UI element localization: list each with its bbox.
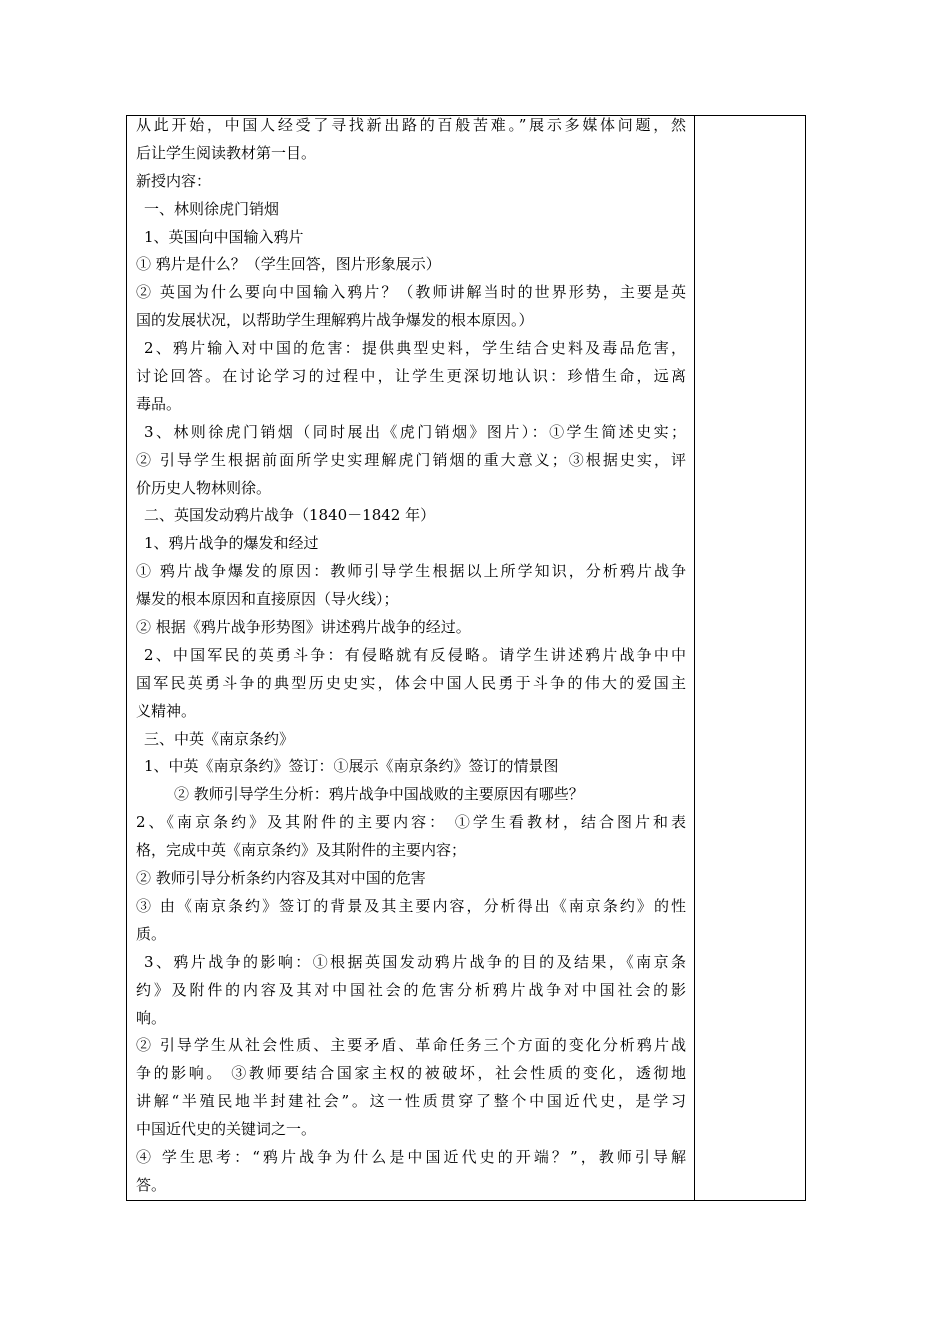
text-line: 中国近代史的关键词之一。 (136, 1120, 317, 1139)
text-line: 2、中国军民的英勇斗争：有侵略就有反侵略。请学生讲述鸦片战争中中 (144, 645, 686, 664)
section-heading: 三、中英《南京条约》 (144, 729, 295, 748)
text-line: 答。 (136, 1175, 167, 1194)
text-line: 争的影响。 ③教师要结合国家主权的被破坏，社会性质的变化，透彻地 (136, 1064, 686, 1083)
text-line: 约》及附件的内容及其对中国社会的危害分析鸦片战争对中国社会的影 (136, 980, 686, 999)
text-line: 响。 (136, 1008, 167, 1027)
text-line: ① 鸦片是什么？（学生回答，图片形象展示） (136, 255, 441, 274)
text-line: 新授内容： (136, 171, 212, 190)
text-line: 后让学生阅读教材第一目。 (136, 143, 317, 162)
subsection-heading: 1、鸦片战争的爆发和经过 (144, 534, 319, 553)
lesson-table (126, 115, 806, 1201)
text-line: 国军民英勇斗争的典型历史史实，体会中国人民勇于斗争的伟大的爱国主 (136, 673, 686, 692)
lesson-content-cell (127, 116, 695, 1200)
text-line: 讲解“半殖民地半封建社会”。这一性质贯穿了整个中国近代史，是学习 (136, 1092, 686, 1111)
text-line: ② 教师引导分析条约内容及其对中国的危害 (136, 869, 426, 888)
notes-cell (695, 116, 805, 1200)
section-heading: 一、林则徐虎门销烟 (144, 199, 280, 218)
text-line: ③ 由《南京条约》签订的背景及其主要内容，分析得出《南京条约》的性 (136, 896, 686, 915)
text-line: 爆发的根本原因和直接原因（导火线）； (136, 590, 399, 609)
text-line: ① 鸦片战争爆发的原因：教师引导学生根据以上所学知识，分析鸦片战争 (136, 562, 686, 581)
text-line: 从此开始，中国人经受了寻找新出路的百般苦难。”展示多媒体问题，然 (136, 116, 686, 134)
text-line: 讨论回答。在讨论学习的过程中，让学生更深切地认识：珍惜生命，远离 (136, 367, 686, 386)
section-heading: 二、英国发动鸦片战争（1840－1842 年） (144, 506, 436, 525)
text-line: ② 英国为什么要向中国输入鸦片？（教师讲解当时的世界形势，主要是英 (136, 283, 686, 302)
text-line: 质。 (136, 924, 167, 943)
text-line: 2、《南京条约》及其附件的主要内容： ①学生看教材，结合图片和表 (136, 813, 686, 832)
text-line: 义精神。 (136, 701, 197, 720)
text-line: ② 根据《鸦片战争形势图》讲述鸦片战争的经过。 (136, 618, 471, 637)
text-line: 3、林则徐虎门销烟（同时展出《虎门销烟》图片）：①学生简述史实； (144, 422, 686, 441)
text-line: ② 教师引导学生分析：鸦片战争中国战败的主要原因有哪些？ (174, 785, 584, 804)
text-line: ④ 学生思考：“鸦片战争为什么是中国近代史的开端？”，教师引导解 (136, 1147, 686, 1166)
text-line: 2、鸦片输入对中国的危害：提供典型史料，学生结合史料及毒品危害， (144, 339, 686, 358)
text-line: 国的发展状况，以帮助学生理解鸦片战争爆发的根本原因。） (136, 311, 534, 330)
subsection-heading: 1、中英《南京条约》签订：①展示《南京条约》签订的情景图 (144, 757, 559, 776)
text-line: ② 引导学生根据前面所学史实理解虎门销烟的重大意义；③根据史实，评 (136, 450, 686, 469)
text-line: 3、鸦片战争的影响：①根据英国发动鸦片战争的目的及结果，《南京条 (144, 952, 686, 971)
text-line: 格，完成中英《南京条约》及其附件的主要内容； (136, 841, 467, 860)
text-line: 价历史人物林则徐。 (136, 478, 272, 497)
text-line: 毒品。 (136, 394, 182, 413)
text-line: ② 引导学生从社会性质、主要矛盾、革命任务三个方面的变化分析鸦片战 (136, 1036, 686, 1055)
subsection-heading: 1、英国向中国输入鸦片 (144, 227, 304, 246)
